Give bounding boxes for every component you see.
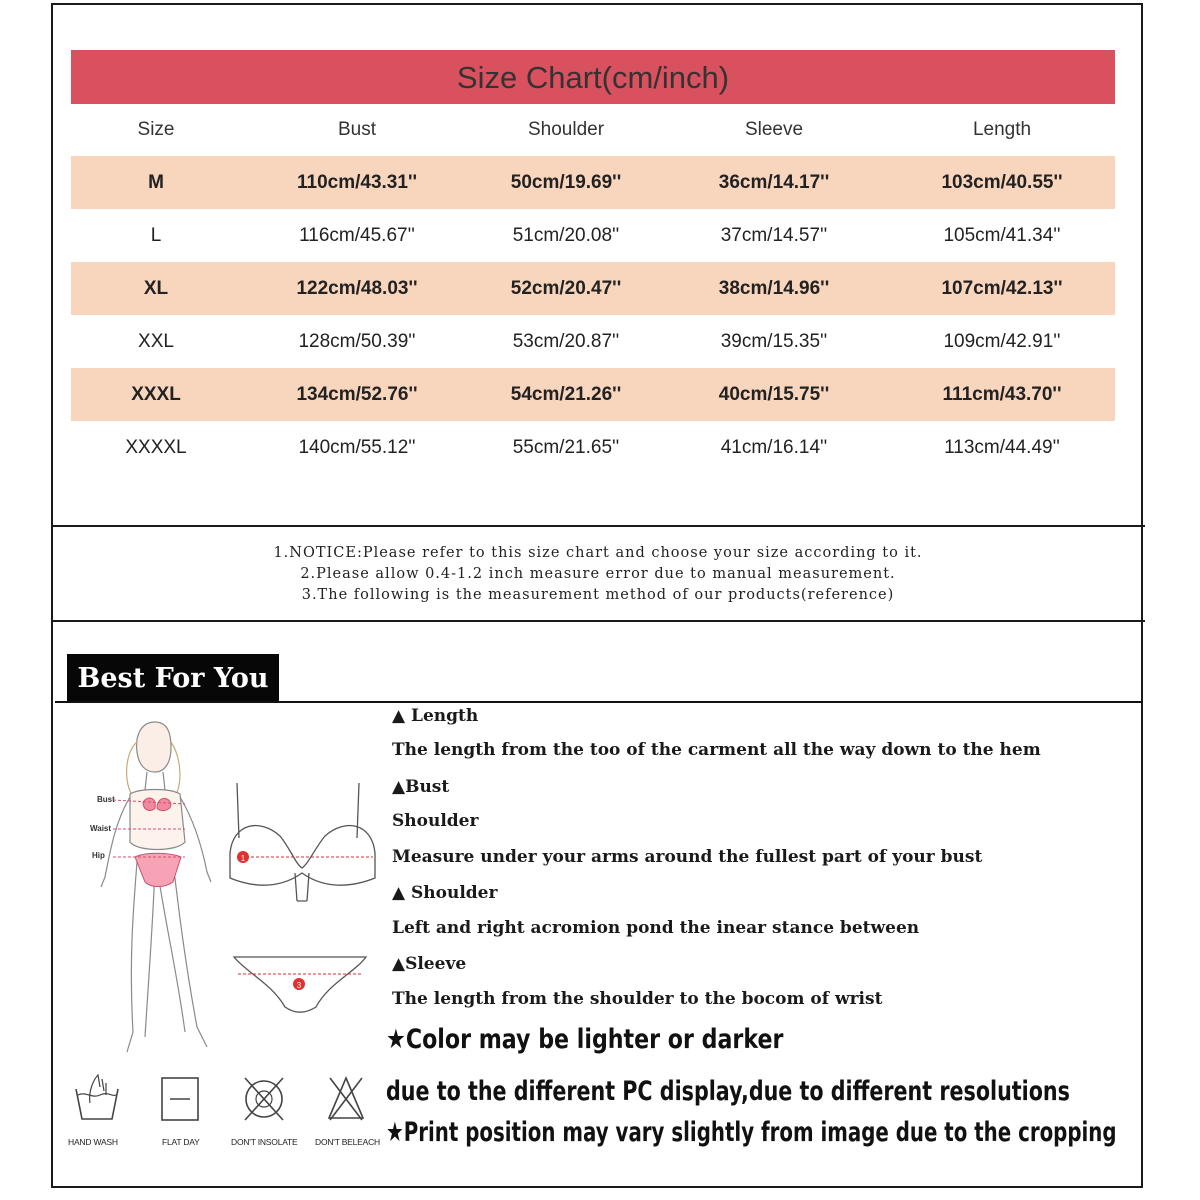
measure-shoulder-text: Left and right acromion pond the inear stance between bbox=[392, 918, 920, 938]
cell-sleeve: 37cm/14.57'' bbox=[720, 224, 828, 246]
cell-shoulder: 54cm/21.26'' bbox=[473, 368, 659, 421]
table-header-row bbox=[71, 104, 1115, 156]
body-label-bust: Bust bbox=[97, 795, 115, 804]
cell-bust: 128cm/50.39'' bbox=[298, 330, 416, 352]
measure-bust-subheading: Shoulder bbox=[392, 811, 479, 831]
cell-size: M bbox=[71, 156, 241, 209]
best-for-you-rule bbox=[55, 701, 1143, 703]
divider-top bbox=[51, 525, 1145, 527]
measure-shoulder-heading: ▲ Shoulder bbox=[392, 883, 498, 903]
header-sleeve: Sleeve bbox=[744, 119, 804, 140]
cell-bust: 134cm/52.76'' bbox=[241, 368, 473, 421]
size-chart-table bbox=[71, 104, 1115, 474]
body-label-waist: Waist bbox=[90, 824, 112, 833]
measure-sleeve-text: The length from the shoulder to the bocom of wrist bbox=[392, 989, 883, 1009]
measure-bust-heading: ▲Bust bbox=[392, 777, 450, 797]
cell-sleeve: 41cm/16.14'' bbox=[720, 436, 828, 458]
cell-length: 109cm/42.91'' bbox=[943, 330, 1061, 352]
cell-size: XXXL bbox=[71, 368, 241, 421]
hand-wash-label: HAND WASH bbox=[68, 1137, 118, 1147]
marker-1-text: 1 bbox=[240, 854, 246, 863]
cell-bust: 116cm/45.67'' bbox=[299, 224, 415, 246]
cell-shoulder: 51cm/20.08'' bbox=[512, 224, 620, 246]
cell-length: 113cm/44.49'' bbox=[944, 436, 1060, 458]
cell-sleeve: 39cm/15.35'' bbox=[720, 330, 828, 352]
cell-length: 107cm/42.13'' bbox=[889, 262, 1115, 315]
cell-length: 105cm/41.34'' bbox=[943, 224, 1061, 246]
cell-bust: 140cm/55.12'' bbox=[298, 436, 416, 458]
cell-size: XXL bbox=[138, 330, 174, 352]
note-pc-display: due to the different PC display,due to different resolutions bbox=[386, 1076, 1070, 1107]
table-row bbox=[71, 421, 1115, 474]
cell-length: 103cm/40.55'' bbox=[889, 156, 1115, 209]
note-color-lighter: ★Color may be lighter or darker bbox=[386, 1024, 784, 1055]
table-row bbox=[71, 156, 1115, 209]
cell-sleeve: 38cm/14.96'' bbox=[659, 262, 889, 315]
table-row bbox=[71, 368, 1115, 421]
cell-size: L bbox=[150, 224, 162, 246]
do-not-bleach-icon bbox=[326, 1074, 366, 1124]
cell-shoulder: 53cm/20.87'' bbox=[512, 330, 620, 352]
briefs-diagram bbox=[230, 952, 370, 1018]
cell-length: 111cm/43.70'' bbox=[889, 368, 1115, 421]
header-length: Length bbox=[972, 119, 1032, 140]
cell-sleeve: 40cm/15.75'' bbox=[659, 368, 889, 421]
cell-shoulder: 55cm/21.65'' bbox=[512, 436, 620, 458]
do-not-insolate-icon bbox=[241, 1074, 287, 1124]
notice-block bbox=[53, 543, 1143, 606]
table-row bbox=[71, 315, 1115, 368]
notice-line-2: 2.Please allow 0.4-1.2 inch measure error due to manual measurement. bbox=[300, 566, 896, 582]
model-figure-illustration bbox=[85, 712, 235, 1062]
table-row bbox=[71, 209, 1115, 262]
note-print-position: ★Print position may vary slightly from image due to the cropping bbox=[386, 1117, 1117, 1148]
do-not-bleach-label: DON'T BELEACH bbox=[315, 1137, 380, 1147]
bra-diagram bbox=[225, 778, 380, 906]
notice-line-1: 1.NOTICE:Please refer to this size chart and choose your size according to it. bbox=[273, 545, 923, 561]
cell-bust: 122cm/48.03'' bbox=[241, 262, 473, 315]
notice-line-3: 3.The following is the measurement method of our products(reference) bbox=[301, 587, 895, 603]
marker-3-text: 3 bbox=[296, 981, 302, 990]
cell-bust: 110cm/43.31'' bbox=[241, 156, 473, 209]
measure-length-text: The length from the too of the carment all the way down to the hem bbox=[392, 740, 1041, 760]
best-for-you-title: Best For You bbox=[67, 654, 279, 702]
cell-shoulder: 52cm/20.47'' bbox=[473, 262, 659, 315]
cell-size: XXXXL bbox=[125, 436, 187, 458]
cell-shoulder: 50cm/19.69'' bbox=[473, 156, 659, 209]
table-row bbox=[71, 262, 1115, 315]
cell-sleeve: 36cm/14.17'' bbox=[659, 156, 889, 209]
flat-dry-icon bbox=[160, 1076, 200, 1122]
do-not-insolate-label: DON'T INSOLATE bbox=[231, 1137, 298, 1147]
measure-bust-text: Measure under your arms around the fullest part of your bust bbox=[392, 847, 983, 867]
header-bust: Bust bbox=[337, 119, 377, 140]
hand-wash-icon bbox=[72, 1073, 122, 1123]
header-size: Size bbox=[137, 119, 175, 140]
measure-sleeve-heading: ▲Sleeve bbox=[392, 954, 467, 974]
divider-bottom bbox=[51, 620, 1145, 622]
body-label-hip: Hip bbox=[92, 851, 105, 860]
flat-dry-label: FLAT DAY bbox=[162, 1137, 200, 1147]
size-chart-title: Size Chart(cm/inch) bbox=[71, 50, 1115, 104]
cell-size: XL bbox=[71, 262, 241, 315]
header-shoulder: Shoulder bbox=[527, 119, 605, 140]
measure-length-heading: ▲ Length bbox=[392, 706, 479, 726]
